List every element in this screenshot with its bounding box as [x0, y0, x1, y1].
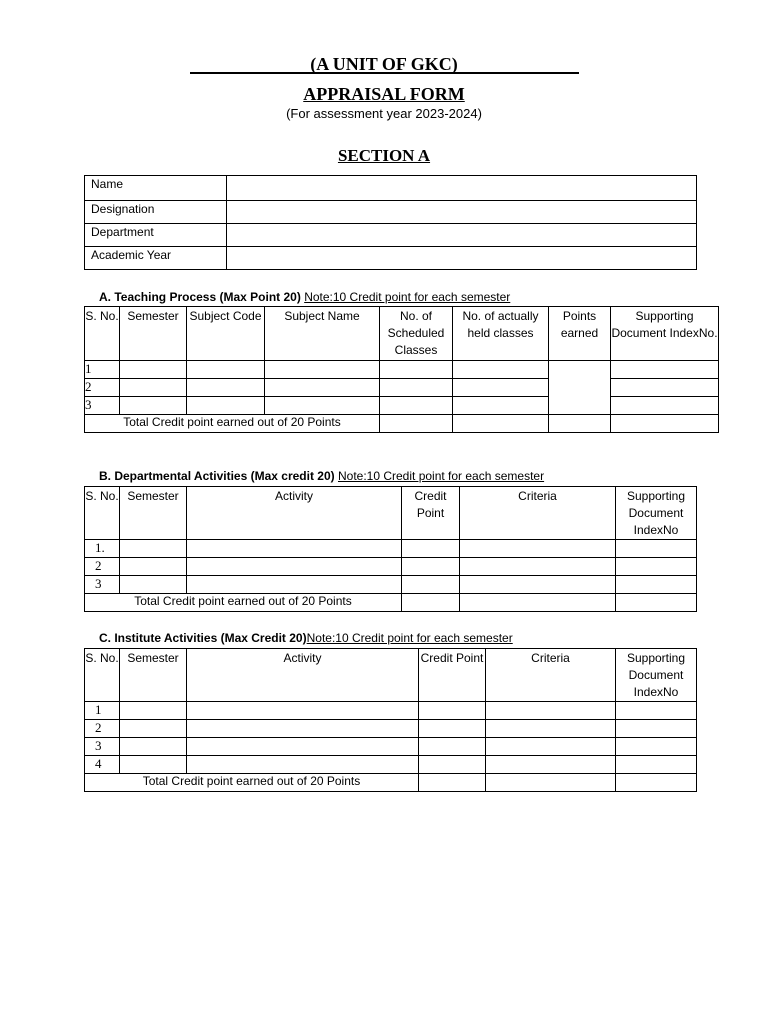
table-cell[interactable] — [402, 558, 460, 576]
col-header-semester: Semester — [120, 649, 187, 702]
institute-activities-table — [84, 648, 697, 792]
table-cell[interactable] — [120, 738, 187, 756]
col-header-semester: Semester — [120, 307, 187, 361]
table-cell[interactable] — [549, 415, 611, 433]
table-cell[interactable] — [402, 540, 460, 558]
total-label: Total Credit point earned out of 20 Points — [85, 594, 402, 612]
section-b-note: Note:10 Credit point for each semester — [337, 469, 545, 483]
section-c-heading — [99, 631, 513, 645]
info-table — [84, 175, 697, 270]
table-cell[interactable] — [265, 397, 380, 415]
table-cell[interactable] — [419, 720, 486, 738]
table-cell[interactable] — [265, 361, 380, 379]
row-number: 2 — [85, 379, 120, 397]
table-row — [85, 379, 719, 397]
total-row — [85, 774, 697, 792]
table-cell[interactable] — [616, 738, 697, 756]
table-cell[interactable] — [120, 720, 187, 738]
info-label: Academic Year — [85, 247, 227, 270]
total-label: Total Credit point earned out of 20 Points — [85, 415, 380, 433]
table-cell[interactable] — [460, 576, 616, 594]
total-row — [85, 594, 697, 612]
info-row-academic-year — [85, 247, 697, 270]
table-cell[interactable] — [187, 379, 265, 397]
table-cell[interactable] — [265, 379, 380, 397]
section-c-title: C. Institute Activities (Max Credit 20) — [99, 631, 307, 645]
section-a-title: A. Teaching Process (Max Point 20) — [99, 290, 301, 304]
col-header-sno: S. No. — [85, 487, 120, 540]
table-cell[interactable] — [616, 774, 697, 792]
table-row — [85, 738, 697, 756]
table-cell[interactable] — [453, 397, 549, 415]
col-header-document: Supporting Document IndexNo — [616, 487, 697, 540]
table-row — [85, 576, 697, 594]
table-cell[interactable] — [611, 379, 719, 397]
col-header-activity: Activity — [187, 649, 419, 702]
table-cell[interactable] — [419, 702, 486, 720]
table-cell[interactable] — [616, 702, 697, 720]
info-label: Name — [85, 176, 227, 201]
table-cell[interactable] — [380, 397, 453, 415]
table-cell[interactable] — [486, 738, 616, 756]
info-row-name — [85, 176, 697, 201]
col-header-activity: Activity — [187, 487, 402, 540]
section-a-note: Note:10 Credit point for each semester — [304, 290, 511, 304]
table-header-row — [85, 487, 697, 540]
row-number: 2 — [85, 558, 120, 576]
row-number: 3 — [85, 576, 120, 594]
col-header-document: Supporting Document IndexNo. — [611, 307, 719, 361]
col-header-subject-code: Subject Code — [187, 307, 265, 361]
table-header-row — [85, 307, 719, 361]
table-cell[interactable] — [187, 756, 419, 774]
table-cell[interactable] — [120, 702, 187, 720]
table-header-row — [85, 649, 697, 702]
table-cell[interactable] — [611, 415, 719, 433]
table-cell[interactable] — [453, 415, 549, 433]
table-cell[interactable] — [120, 540, 187, 558]
table-cell[interactable] — [616, 756, 697, 774]
teaching-process-table — [84, 306, 719, 433]
table-cell[interactable] — [453, 361, 549, 379]
academic-year-field[interactable] — [227, 247, 697, 270]
table-cell[interactable] — [402, 576, 460, 594]
name-field[interactable] — [227, 176, 697, 201]
table-cell[interactable] — [611, 397, 719, 415]
table-cell[interactable] — [120, 397, 187, 415]
row-number: 1 — [85, 361, 120, 379]
section-b-heading — [99, 469, 544, 483]
table-cell[interactable] — [616, 576, 697, 594]
table-cell[interactable] — [616, 720, 697, 738]
table-row — [85, 397, 719, 415]
table-cell[interactable] — [616, 540, 697, 558]
table-cell[interactable] — [460, 540, 616, 558]
section-title-text: SECTION A — [337, 146, 431, 165]
col-header-sno: S. No. — [85, 307, 120, 361]
table-cell[interactable] — [187, 397, 265, 415]
table-cell[interactable] — [120, 576, 187, 594]
table-row — [85, 540, 697, 558]
form-title — [0, 84, 768, 105]
col-header-criteria: Criteria — [460, 487, 616, 540]
section-c-note: Note:10 Credit point for each semester — [306, 631, 513, 645]
table-cell[interactable] — [187, 558, 402, 576]
info-row-designation — [85, 201, 697, 224]
section-b-title: B. Departmental Activities (Max credit 20) — [99, 469, 335, 483]
table-cell[interactable] — [611, 361, 719, 379]
table-cell[interactable] — [616, 594, 697, 612]
table-cell[interactable] — [187, 702, 419, 720]
table-cell[interactable] — [419, 774, 486, 792]
designation-field[interactable] — [227, 201, 697, 224]
table-cell[interactable] — [187, 576, 402, 594]
col-header-semester: Semester — [120, 487, 187, 540]
table-cell[interactable] — [187, 361, 265, 379]
table-cell[interactable] — [120, 558, 187, 576]
table-cell[interactable] — [120, 756, 187, 774]
row-number: 4 — [85, 756, 120, 774]
section-a-heading — [99, 290, 510, 304]
info-label: Designation — [85, 201, 227, 224]
row-number: 3 — [85, 397, 120, 415]
table-cell[interactable] — [380, 379, 453, 397]
table-cell[interactable] — [460, 594, 616, 612]
table-cell[interactable] — [419, 738, 486, 756]
table-row — [85, 702, 697, 720]
table-cell[interactable] — [402, 594, 460, 612]
table-cell[interactable] — [453, 379, 549, 397]
section-title — [0, 146, 768, 166]
col-header-sno: S. No. — [85, 649, 120, 702]
table-cell[interactable] — [120, 379, 187, 397]
department-field[interactable] — [227, 224, 697, 247]
row-number: 2 — [85, 720, 120, 738]
unit-title: (A UNIT OF GKC) — [310, 54, 458, 74]
form-title-text: APPRAISAL FORM — [303, 84, 465, 104]
col-header-subject-name: Subject Name — [265, 307, 380, 361]
table-cell[interactable] — [486, 774, 616, 792]
col-header-points: Points earned — [549, 307, 611, 361]
col-header-document: Supporting Document IndexNo — [616, 649, 697, 702]
table-cell[interactable] — [616, 558, 697, 576]
header-rule — [190, 72, 579, 74]
points-earned-cell[interactable] — [549, 361, 611, 415]
form-subtitle: (For assessment year 2023-2024) — [286, 106, 482, 121]
table-cell[interactable] — [380, 361, 453, 379]
row-number: 1. — [85, 540, 120, 558]
table-cell[interactable] — [486, 720, 616, 738]
table-cell[interactable] — [187, 720, 419, 738]
col-header-held: No. of actually held classes — [453, 307, 549, 361]
table-row — [85, 558, 697, 576]
total-label: Total Credit point earned out of 20 Points — [85, 774, 419, 792]
row-number: 1 — [85, 702, 120, 720]
departmental-activities-table — [84, 486, 697, 612]
table-cell[interactable] — [486, 702, 616, 720]
table-cell[interactable] — [460, 558, 616, 576]
col-header-criteria: Criteria — [486, 649, 616, 702]
table-cell[interactable] — [120, 361, 187, 379]
table-cell[interactable] — [187, 738, 419, 756]
table-row — [85, 720, 697, 738]
col-header-credit-point: Credit Point — [419, 649, 486, 702]
info-label: Department — [85, 224, 227, 247]
table-cell[interactable] — [380, 415, 453, 433]
col-header-credit-point: Credit Point — [402, 487, 460, 540]
table-row — [85, 361, 719, 379]
info-row-department — [85, 224, 697, 247]
table-cell[interactable] — [486, 756, 616, 774]
table-row — [85, 756, 697, 774]
total-row — [85, 415, 719, 433]
table-cell[interactable] — [419, 756, 486, 774]
table-cell[interactable] — [187, 540, 402, 558]
row-number: 3 — [85, 738, 120, 756]
col-header-scheduled: No. of Scheduled Classes — [380, 307, 453, 361]
